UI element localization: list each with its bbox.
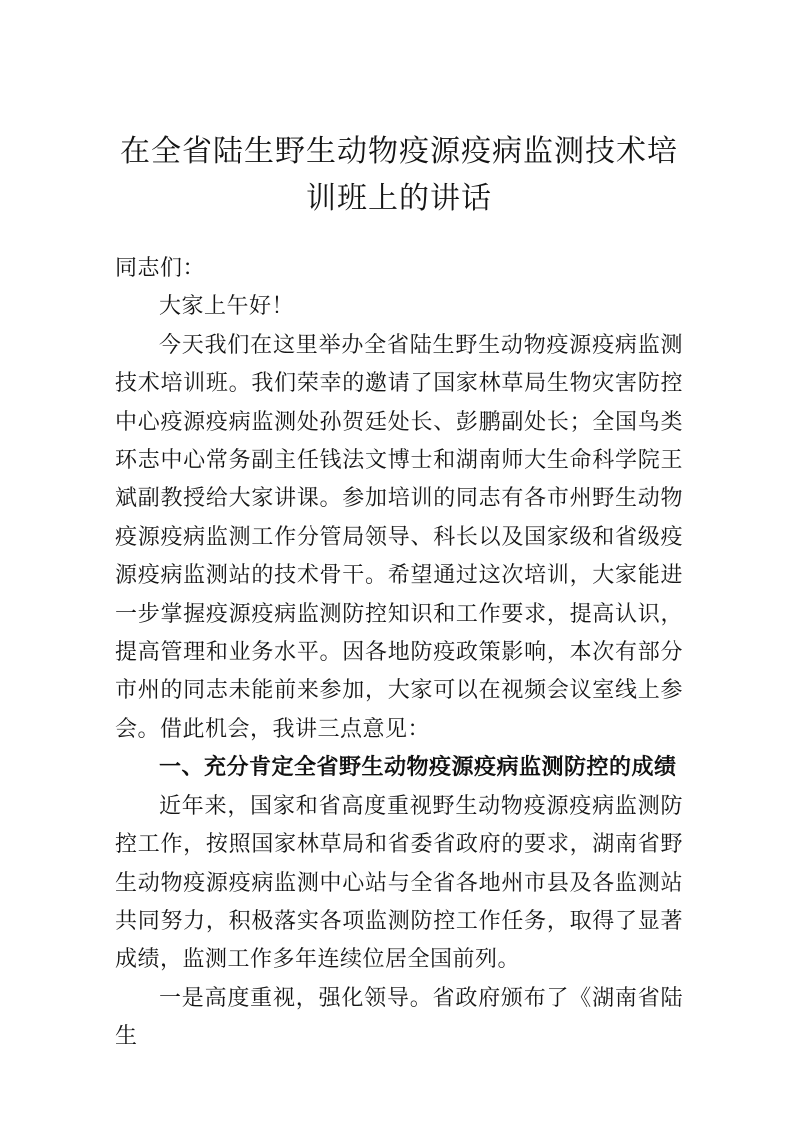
paragraph-greeting: 大家上午好！	[159, 293, 295, 319]
document-title	[115, 128, 683, 222]
salutation: 同志们：	[115, 255, 206, 280]
paragraph-introduction: 今天我们在这里举办全省陆生野生动物疫源疫病监测技术培训班。我们荣幸的邀请了国家林草局生物灾害防控中心疫源疫病监测处孙贺廷处长、彭鹏副处长；全国鸟类环志中心常务副主任钱法文博士和湖南师大生命科学院王斌副教授给大家讲课。参加培训的同志有各市州野生动物疫源疫病监测工作分管局领导、科长以及国家级和省级疫源疫病监测站的技术骨干。希望通过这次培训，大家能进一步掌握疫源疫病监测防控知识和工作要求，提高认识，提高管理和业务水平。因各地防疫政策影响，本次有部分市州的同志未能前来参加，大家可以在视频会议室线上参会。借此机会，我讲三点意见：	[115, 331, 683, 741]
document-title-line-1: 在全省陆生野生动物疫源疫病监测技术培	[120, 135, 678, 168]
paragraph-point-one-truncated: 一是高度重视，强化领导。省政府颁布了《湖南省陆生	[115, 984, 683, 1049]
document-title-line-2: 训班上的讲话	[306, 182, 492, 215]
paragraph-achievements: 近年来，国家和省高度重视野生动物疫源疫病监测防控工作，按照国家林草局和省委省政府的要求，湖南省野生动物疫源疫病监测中心站与全省各地州市县及各监测站共同努力，积极落实各项监测防控工作任务，取得了显著成绩，监测工作多年连续位居全国前列。	[115, 792, 683, 972]
section-heading-1: 一、充分肯定全省野生动物疫源疫病监测防控的成绩	[159, 754, 677, 780]
document-content	[115, 128, 683, 1056]
